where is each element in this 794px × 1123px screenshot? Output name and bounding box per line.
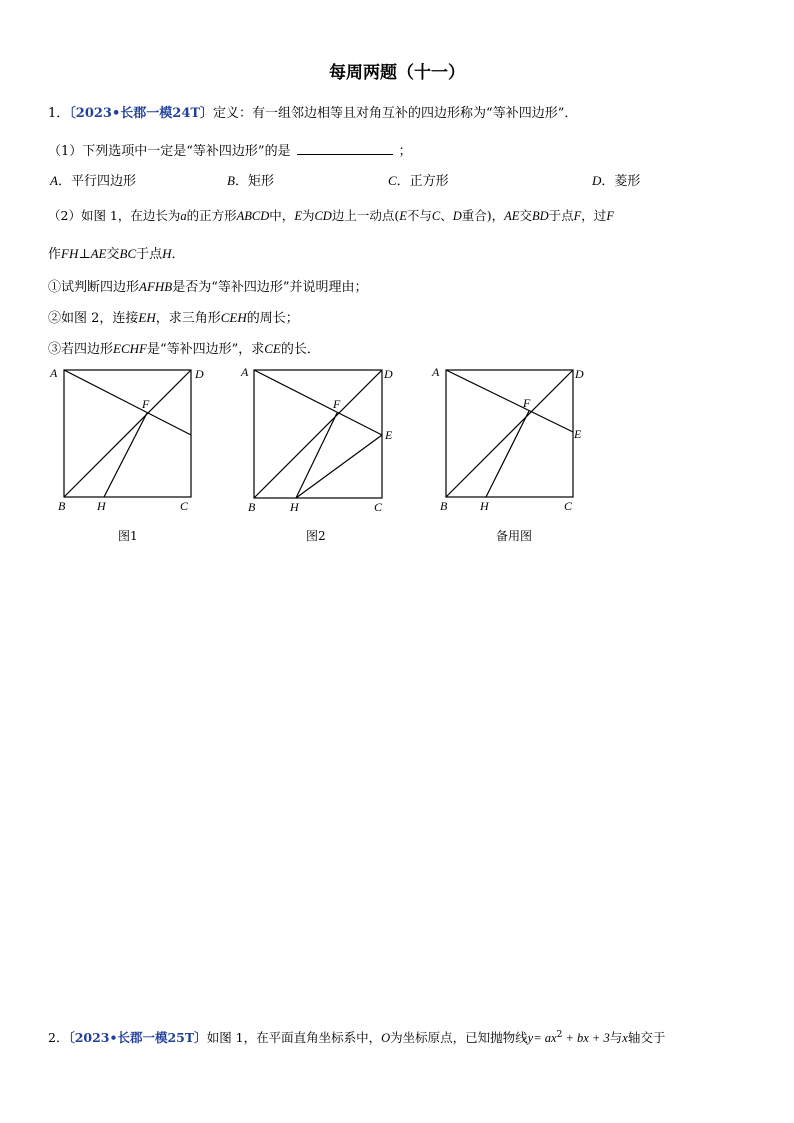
segment-ae xyxy=(64,370,191,435)
label-d: D xyxy=(384,367,393,381)
label-h: H xyxy=(480,499,489,513)
q1-definition: 定义：有一组邻边相等且对角互补的四边形称为“等补四边形”． xyxy=(213,106,578,121)
q1-sub2: ②如图 2，连接EH，求三角形CEH的周长； xyxy=(48,310,299,326)
answer-blank[interactable] xyxy=(297,142,393,155)
label-b: B xyxy=(248,500,256,514)
label-b: B xyxy=(440,499,448,513)
label-h: H xyxy=(97,499,106,513)
label-a: A xyxy=(241,365,249,379)
figure-backup-caption: 备用图 xyxy=(496,529,533,543)
q1-sub3: ③若四边形ECHF是“等补四边形”，求CE的长． xyxy=(48,341,320,357)
q2-line: 2．〔2023•长郡一模25T〕如图 1，在平面直角坐标系中，O为坐标原点，已知抛物线$y= ax^2$ + bx + 3与x轴交于 xyxy=(48,1029,666,1045)
label-e: E xyxy=(385,428,393,442)
label-c: C xyxy=(180,499,189,513)
option-a: A．平行四边形 xyxy=(50,173,136,189)
label-d: D xyxy=(195,367,204,381)
figure-backup xyxy=(424,360,594,520)
q1-part1-text: （1）下列选项中一定是“等补四边形”的是 xyxy=(48,144,291,159)
q1-part2-line2: 作FH⊥AE交BC于点H． xyxy=(48,246,185,262)
label-c: C xyxy=(374,500,383,514)
label-b: B xyxy=(58,499,66,513)
q1-intro-line xyxy=(48,102,577,121)
q2-number: 2． xyxy=(48,1030,69,1045)
figure-1-caption: 图1 xyxy=(118,529,138,543)
segment-eh xyxy=(296,435,382,498)
label-c: C xyxy=(564,499,573,513)
option-b: B．矩形 xyxy=(227,173,274,189)
figure-2-svg xyxy=(232,360,402,520)
label-f: F xyxy=(523,396,531,410)
option-d: D．菱形 xyxy=(592,173,641,189)
q1-part1-end: ； xyxy=(398,144,412,159)
segment-bd xyxy=(254,370,382,498)
figure-2 xyxy=(232,360,402,520)
page-title: 每周两题（十一） xyxy=(329,63,465,83)
q1-part2-line1: （2）如图 1，在边长为a的正方形ABCD中，E为CD边上一动点(E不与C、D重合)，AE交BD于点F，过F xyxy=(48,208,614,223)
q1-number: 1． xyxy=(48,106,70,121)
label-f: F xyxy=(333,397,341,411)
segment-bd xyxy=(64,370,191,497)
figure-backup-svg xyxy=(424,360,594,520)
segment-ae xyxy=(254,370,382,435)
figure-1-svg xyxy=(40,360,210,520)
segment-fh xyxy=(104,413,147,497)
label-d: D xyxy=(575,367,584,381)
segment-fh xyxy=(486,411,529,497)
label-e: E xyxy=(574,427,582,441)
q1-source-tag: 〔2023•长郡一模24T〕 xyxy=(69,106,214,121)
segment-bd xyxy=(446,370,573,497)
segment-ae xyxy=(446,370,573,432)
option-c: C．正方形 xyxy=(388,173,449,189)
label-f: F xyxy=(142,397,150,411)
label-a: A xyxy=(432,365,440,379)
q2-source-tag: 〔2023•长郡一模25T〕 xyxy=(68,1030,207,1045)
figure-2-caption: 图2 xyxy=(306,529,326,543)
q1-sub1: ①试判断四边形AFHB是否为“等补四边形”并说明理由； xyxy=(48,279,368,295)
segment-fh xyxy=(296,413,337,498)
q1-part1 xyxy=(48,140,412,159)
label-a: A xyxy=(50,366,58,380)
label-h: H xyxy=(290,500,299,514)
figure-1 xyxy=(40,360,210,520)
